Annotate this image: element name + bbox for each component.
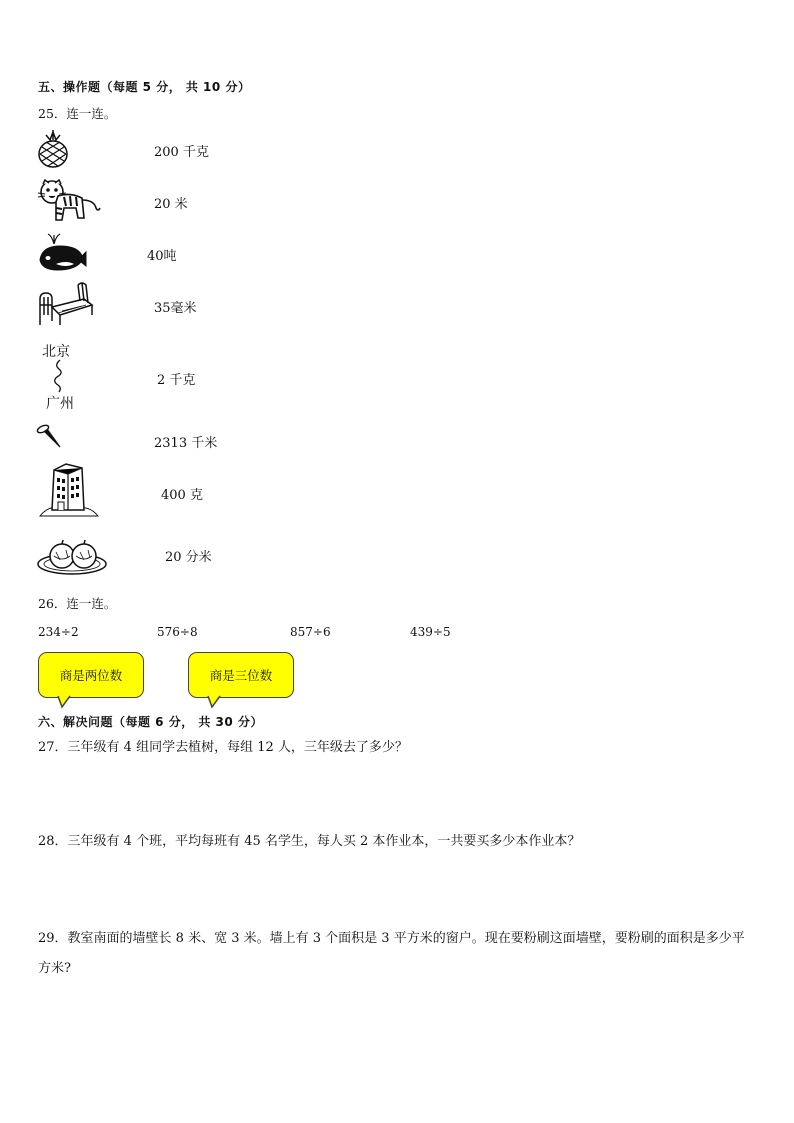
section-5-heading: 五、操作题（每题 5 分， 共 10 分） [38,80,251,94]
bubble-text: 商是两位数 [59,668,123,683]
question-text: 三年级有 4 个班，平均每班有 45 名学生，每人买 2 本作业本，一共要买多少本作业本？ [67,834,581,849]
bubble-tail [58,696,72,708]
question-29 [38,924,756,984]
question-text: 三年级有 4 组同学去植树，每组 12 人，三年级去了多少？ [67,740,408,755]
division-expression: 234÷2 [38,625,79,639]
bubble-tail [208,696,222,708]
question-28 [38,830,758,855]
nail-icon [36,423,66,451]
section-6-heading: 六、解决问题（每题 6 分， 共 30 分） [38,715,263,729]
question-number: 29． [38,931,68,946]
question-27 [38,736,758,761]
measure-label: 35毫米 [154,301,197,316]
measure-label: 20 米 [154,197,188,212]
question-number: 28． [38,834,68,849]
building-icon [38,462,100,518]
question-text: 连一连。 [66,106,117,121]
measure-label: 400 克 [161,488,203,503]
bubble-text: 商是三位数 [209,668,273,683]
map-city-guangzhou: 广州 [46,396,74,412]
measure-label: 200 千克 [154,145,209,160]
measure-label: 40吨 [147,249,177,264]
measure-label: 2 千克 [157,373,196,388]
quotient-three-digit-bubble [188,652,294,698]
quotient-two-digit-bubble [38,652,144,698]
question-text: 连一连。 [66,596,117,611]
measure-label: 20 分米 [165,550,212,565]
map-city-beijing: 北京 [42,344,70,360]
question-text: 教室南面的墙壁长 8 米、宽 3 米。墙上有 3 个面积是 3 平方米的窗户。现在要粉刷这面墙壁，要粉刷的面积是多少平方米? [38,931,745,976]
question-number: 25． [38,106,67,121]
question-25 [38,104,116,122]
question-number: 27． [38,740,68,755]
division-expression: 439÷5 [410,625,451,639]
division-expression: 576÷8 [157,625,198,639]
question-number: 26． [38,596,67,611]
measure-label: 2313 千米 [154,436,218,451]
tiger-icon [36,178,102,226]
question-26 [38,594,116,612]
apples-plate-icon [36,536,108,576]
bed-icon [36,281,94,327]
beijing-guangzhou-map-icon [40,341,80,413]
pineapple-icon [36,130,70,168]
whale-icon [36,232,88,272]
division-expression: 857÷6 [290,625,331,639]
